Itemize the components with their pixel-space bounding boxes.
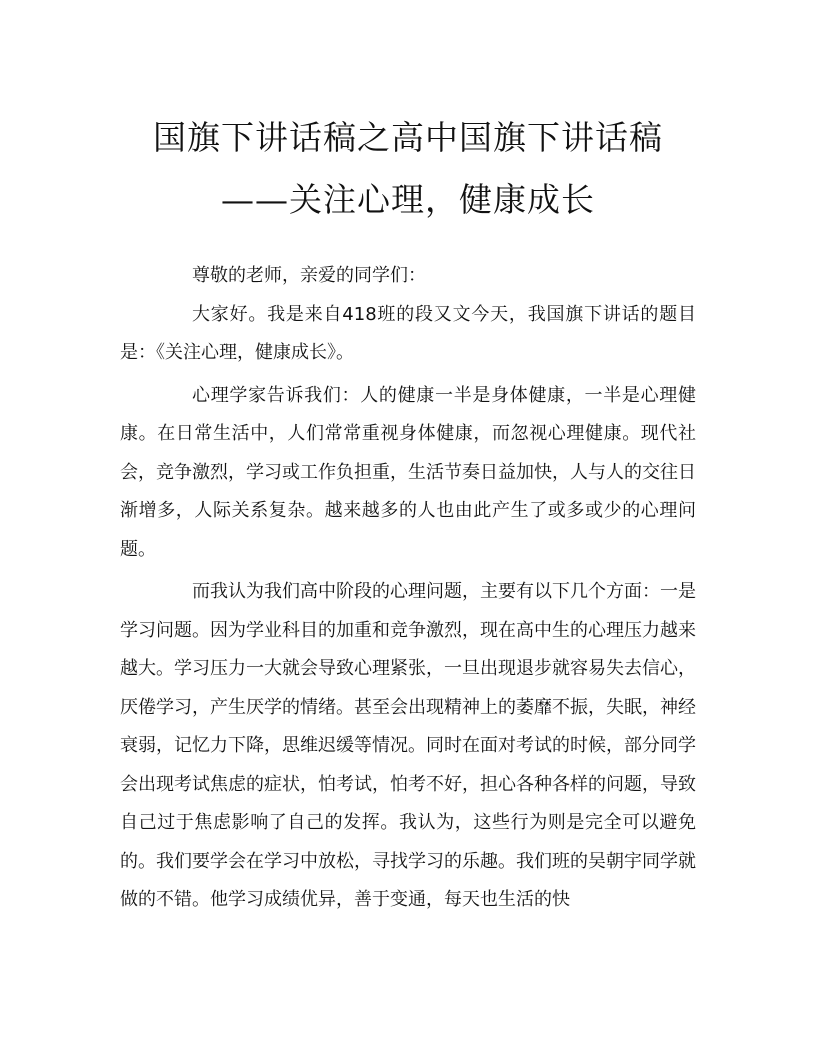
paragraph-study-problems: 而我认为我们高中阶段的心理问题，主要有以下几个方面：一是学习问题。因为学业科目的加重和竞争激烈，现在高中生的心理压力越来越大。学习压力一大就会导致心理紧张，一旦出现退步就容易失去信心，厌倦学习，产生厌学的情绪。甚至会出现精神上的萎靡不振，失眠，神经衰弱，记忆力下降，思维迟缓等情况。同时在面对考试的时候，部分同学会出现考试焦虑的症状，怕考试，怕考不好，担心各种各样的问题，导致自己过于焦虑影响了自己的发挥。我认为，这些行为则是完全可以避免的。我们要学会在学习中放松，寻找学习的乐趣。我们班的吴朝宇同学就做的不错。他学习成绩优异，善于变通，每天也生活的快 [120, 581, 696, 910]
document-title: 国旗下讲话稿之高中国旗下讲话稿 [153, 118, 663, 157]
paragraph-salutation: 尊敬的老师，亲爱的同学们： [192, 265, 426, 286]
document-body [120, 257, 696, 920]
paragraph-psychology: 心理学家告诉我们：人的健康一半是身体健康，一半是心理健康。在日常生活中，人们常常重视身体健康，而忽视心理健康。现代社会，竞争激烈，学习或工作负担重，生活节奏日益加快，人与人的交往日渐增多，人际关系复杂。越来越多的人也由此产生了或多或少的心理问题。 [120, 384, 696, 560]
paragraph-intro: 大家好。我是来自418班的段又文今天，我国旗下讲话的题目是：《关注心理，健康成长》。 [120, 303, 696, 363]
document-subtitle: ——关注心理，健康成长 [221, 180, 595, 219]
